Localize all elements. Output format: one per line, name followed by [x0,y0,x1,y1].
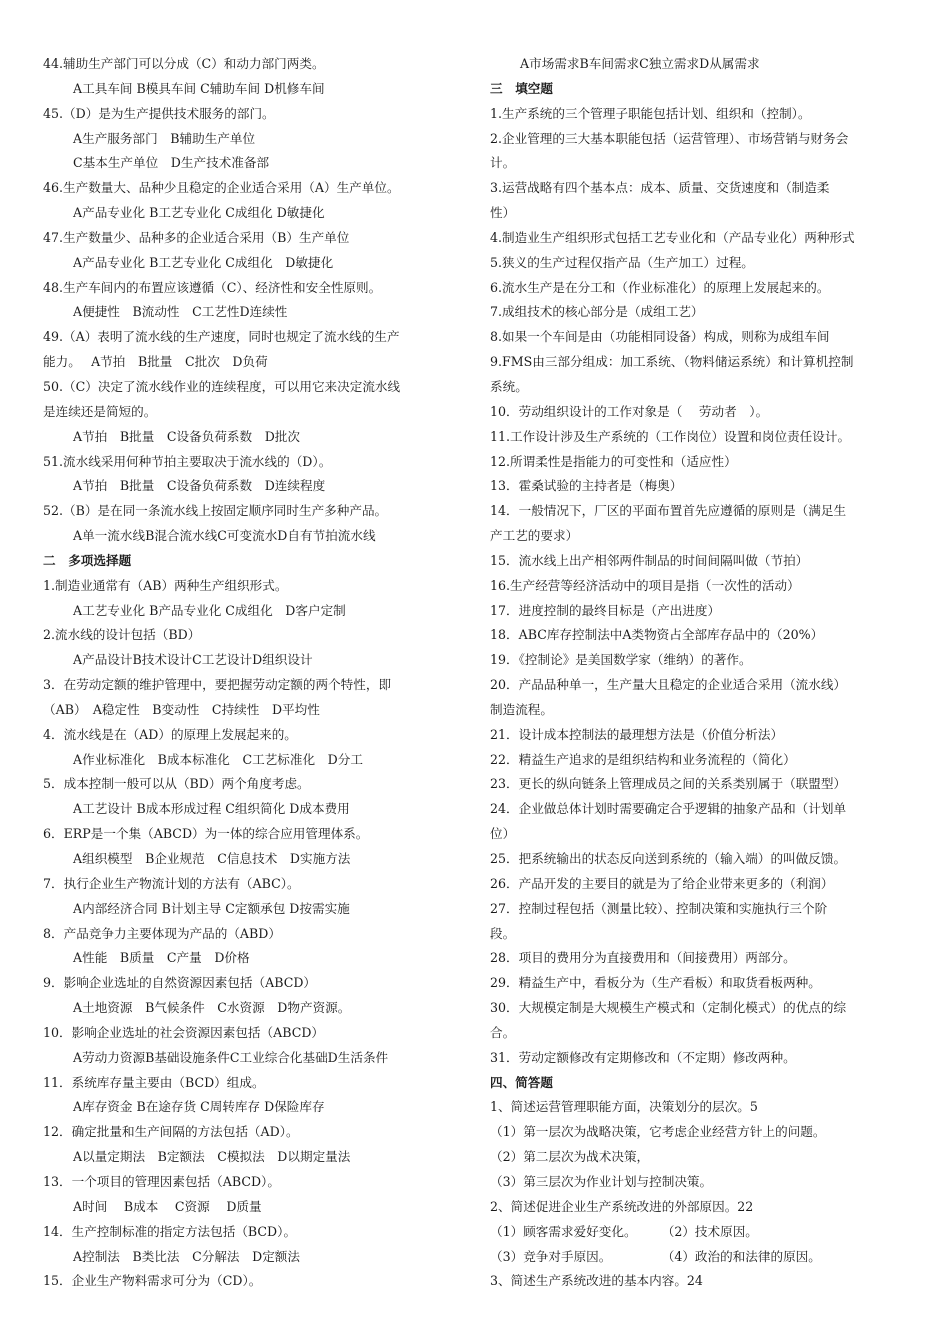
text-line: 2、简述促进企业生产系统改进的外部原因。22 [490,1198,754,1214]
text-line: 48.生产车间内的布置应该遵循（C）、经济性和安全性原则。 [43,279,382,295]
option-line: A工艺设计 B成本形成过程 C组织简化 D成本费用 [73,801,350,817]
text-line: 5.狭义的生产过程仅指产品（生产加工）过程。 [490,254,754,270]
option-line: A作业标准化 B成本标准化 C工艺标准化 D分工 [73,751,363,767]
text-line: （AB） A稳定性 B变动性 C持续性 D平均性 [43,701,320,717]
text-line: 27．控制过程包括（测量比较）、控制决策和实施执行三个阶 [490,900,828,916]
option-line: A控制法 B类比法 C分解法 D定额法 [73,1248,300,1264]
text-line: （1）顾客需求爱好变化。 （2）技术原因。 [490,1223,758,1239]
text-line: 制造流程。 [490,701,553,717]
text-line: 7．执行企业生产物流计划的方法有（ABC）。 [43,875,300,891]
text-line: 28．项目的费用分为直接费用和（间接费用）两部分。 [490,950,796,966]
text-line: 1、简述运营管理职能方面，决策划分的层次。5 [490,1099,758,1115]
text-line: 18．ABC库存控制法中A类物资占全部库存品中的（20%） [490,627,824,643]
text-line: 4．流水线是在（AD）的原理上发展起来的。 [43,726,297,742]
text-line: 44.辅助生产部门可以分成（C）和动力部门两类。 [43,56,325,71]
text-line: 51.流水线采用何种节拍主要取决于流水线的（D）。 [43,453,332,469]
option-line: A生产服务部门 B辅助生产单位 [73,130,256,146]
text-line: 10．影响企业选址的社会资源因素包括（ABCD） [43,1024,325,1040]
text-line: 13．霍桑试验的主持者是（梅奥） [490,478,683,494]
text-line: 3．在劳动定额的维护管理中，要把握劳动定额的两个特性，即 [43,677,392,693]
text-line: 15．企业生产物料需求可分为（CD）。 [43,1273,262,1289]
text-line: 1.生产系统的三个管理子职能包括计划、组织和（控制）。 [490,105,811,121]
text-line: （3）第三层次为作业计划与控制决策。 [490,1173,713,1189]
option-line: A节拍 B批量 C设备负荷系数 D连续程度 [73,478,326,494]
text-line: 14．一般情况下，厂区的平面布置首先应遵循的原则是（满足生 [490,503,847,519]
option-line: A土地资源 B气候条件 C水资源 D物产资源。 [73,1000,351,1016]
text-line: 7.成组技术的核心部分是（成组工艺） [490,304,704,320]
section-heading: 三 填空题 [490,80,553,96]
text-line: 24．企业做总体计划时需要确定合乎逻辑的抽象产品和（计划单 [490,801,847,817]
text-line: 12．确定批量和生产间隔的方法包括（AD）。 [43,1124,299,1140]
text-line: 30．大规模定制是大规模生产模式和（定制化模式）的优点的综 [490,1000,847,1016]
text-line: 49.（A）表明了流水线的生产速度，同时也规定了流水线的生产 [43,329,400,345]
text-line: 23．更长的纵向链条上管理成员之间的关系类别属于（联盟型） [490,776,847,792]
text-line: 3、简述生产系统改进的基本内容。24 [490,1273,703,1289]
text-line: 系统。 [490,378,528,394]
text-line: 11．系统库存量主要由（BCD）组成。 [43,1074,265,1090]
text-line: 50.（C）决定了流水线作业的连续程度，可以用它来决定流水线 [43,378,401,394]
text-line: 14．生产控制标准的指定方法包括（BCD）。 [43,1223,297,1239]
text-line: 4.制造业生产组织形式包括工艺专业化和（产品专业化）两种形式 [490,229,855,245]
text-line: 是连续还是简短的。 [43,403,157,419]
option-line: A节拍 B批量 C设备负荷系数 D批次 [73,428,300,444]
option-line: A劳动力资源B基础设施条件C工业综合化基础D生活条件 [73,1049,389,1065]
option-line: A以量定期法 B定额法 C模拟法 D以期定量法 [73,1149,351,1165]
text-line: 26．产品开发的主要目的就是为了给企业带来更多的（利润） [490,875,834,891]
text-line: 9.FMS由三部分组成：加工系统、（物料储运系统）和计算机控制 [490,354,854,370]
text-line: （1）第一层次为战略决策，它考虑企业经营方针上的问题。 [490,1124,826,1140]
option-line: A组织模型 B企业规范 C信息技术 D实施方法 [73,851,351,866]
option-line: A便捷性 B流动性 C工艺性D连续性 [73,304,288,320]
text-line: 1.制造业通常有（AB）两种生产组织形式。 [43,577,288,593]
text-line: 6．ERP是一个集（ABCD）为一体的综合应用管理体系。 [43,826,369,842]
option-line: A单一流水线B混合流水线C可变流水D自有节拍流水线 [73,528,376,544]
text-line: 2.流水线的设计包括（BD） [43,627,201,643]
text-line: 45.（D）是为生产提供技术服务的部门。 [43,105,275,121]
text-line: 29．精益生产中，看板分为（生产看板）和取货看板两种。 [490,975,821,991]
option-line: C基本生产单位 D生产技术准备部 [73,155,270,171]
text-line: 22．精益生产追求的是组织结构和业务流程的（简化） [490,751,796,767]
section-heading: 二 多项选择题 [43,552,132,568]
text-line: 9．影响企业选址的自然资源因素包括（ABCD） [43,975,317,991]
text-line: 8．产品竞争力主要体现为产品的（ABD） [43,925,281,941]
option-line: A性能 B质量 C产量 D价格 [73,950,250,966]
option-line: A产品专业化 B工艺专业化 C成组化 D敏捷化 [73,205,325,221]
text-line: 15．流水线上出产相邻两件制品的时间间隔叫做（节拍） [490,552,809,568]
text-line: 段。 [490,925,516,941]
text-line: 位） [490,826,516,842]
option-line: A工具车间 B模具车间 C辅助车间 D机修车间 [73,80,325,96]
text-line: 10．劳动组织设计的工作对象是（ 劳动者 ）。 [490,403,769,419]
option-line: A市场需求B车间需求C独立需求D从属需求 [520,56,760,71]
text-line: （2）第二层次为战术决策， [490,1149,650,1165]
text-line: 性） [490,205,516,221]
text-line: 19．《控制论》是美国数学家（维纳）的著作。 [490,652,752,668]
text-line: 16.生产经营等经济活动中的项目是指（一次性的活动） [490,577,800,593]
option-line: A内部经济合同 B计划主导 C定额承包 D按需实施 [73,900,350,916]
text-line: 3.运营战略有四个基本点：成本、质量、交货速度和（制造柔 [490,180,830,196]
text-line: 5．成本控制一般可以从（BD）两个角度考虑。 [43,776,310,792]
text-line: 11.工作设计涉及生产系统的（工作岗位）设置和岗位责任设计。 [490,428,851,444]
text-line: 产工艺的要求） [490,528,579,544]
text-line: 6.流水生产是在分工和（作业标准化）的原理上发展起来的。 [490,279,830,295]
right-column [490,52,910,1294]
text-line: 能力。 A节拍 B批量 C批次 D负荷 [43,354,268,370]
option-line: A库存资金 B在途存货 C周转库存 D保险库存 [73,1099,325,1115]
text-line: 31．劳动定额修改有定期修改和（不定期）修改两种。 [490,1049,796,1065]
text-line: （3）竞争对手原因。 （4）政治的和法律的原因。 [490,1248,821,1264]
text-line: 计。 [490,155,516,171]
option-line: A产品设计B技术设计C工艺设计D组织设计 [73,652,313,668]
text-line: 13．一个项目的管理因素包括（ABCD）。 [43,1173,280,1189]
text-line: 47.生产数量少、品种多的企业适合采用（B）生产单位 [43,229,350,245]
text-line: 52.（B）是在同一条流水线上按固定顺序同时生产多种产品。 [43,503,388,519]
text-line: 46.生产数量大、品种少且稳定的企业适合采用（A）生产单位。 [43,180,400,196]
option-line: A产品专业化 B工艺专业化 C成组化 D敏捷化 [73,254,334,270]
text-line: 合。 [490,1024,516,1040]
left-column [43,52,465,1294]
text-line: 12.所谓柔性是指能力的可变性和（适应性） [490,453,737,469]
option-line: A时间 B成本 C资源 D质量 [73,1198,262,1214]
text-line: 25．把系统输出的状态反向送到系统的（输入端）的叫做反馈。 [490,851,847,866]
option-line: A工艺专业化 B产品专业化 C成组化 D客户定制 [73,602,346,618]
text-line: 20．产品品种单一，生产量大且稳定的企业适合采用（流水线） [490,677,847,693]
section-heading: 四、简答题 [490,1074,553,1090]
text-line: 21．设计成本控制法的最理想方法是（价值分析法） [490,726,784,742]
text-line: 2.企业管理的三大基本职能包括（运营管理）、市场营销与财务会 [490,130,849,146]
text-line: 17．进度控制的最终目标是（产出进度） [490,602,721,618]
text-line: 8.如果一个车间是由（功能相同设备）构成，则称为成组车间 [490,329,830,345]
